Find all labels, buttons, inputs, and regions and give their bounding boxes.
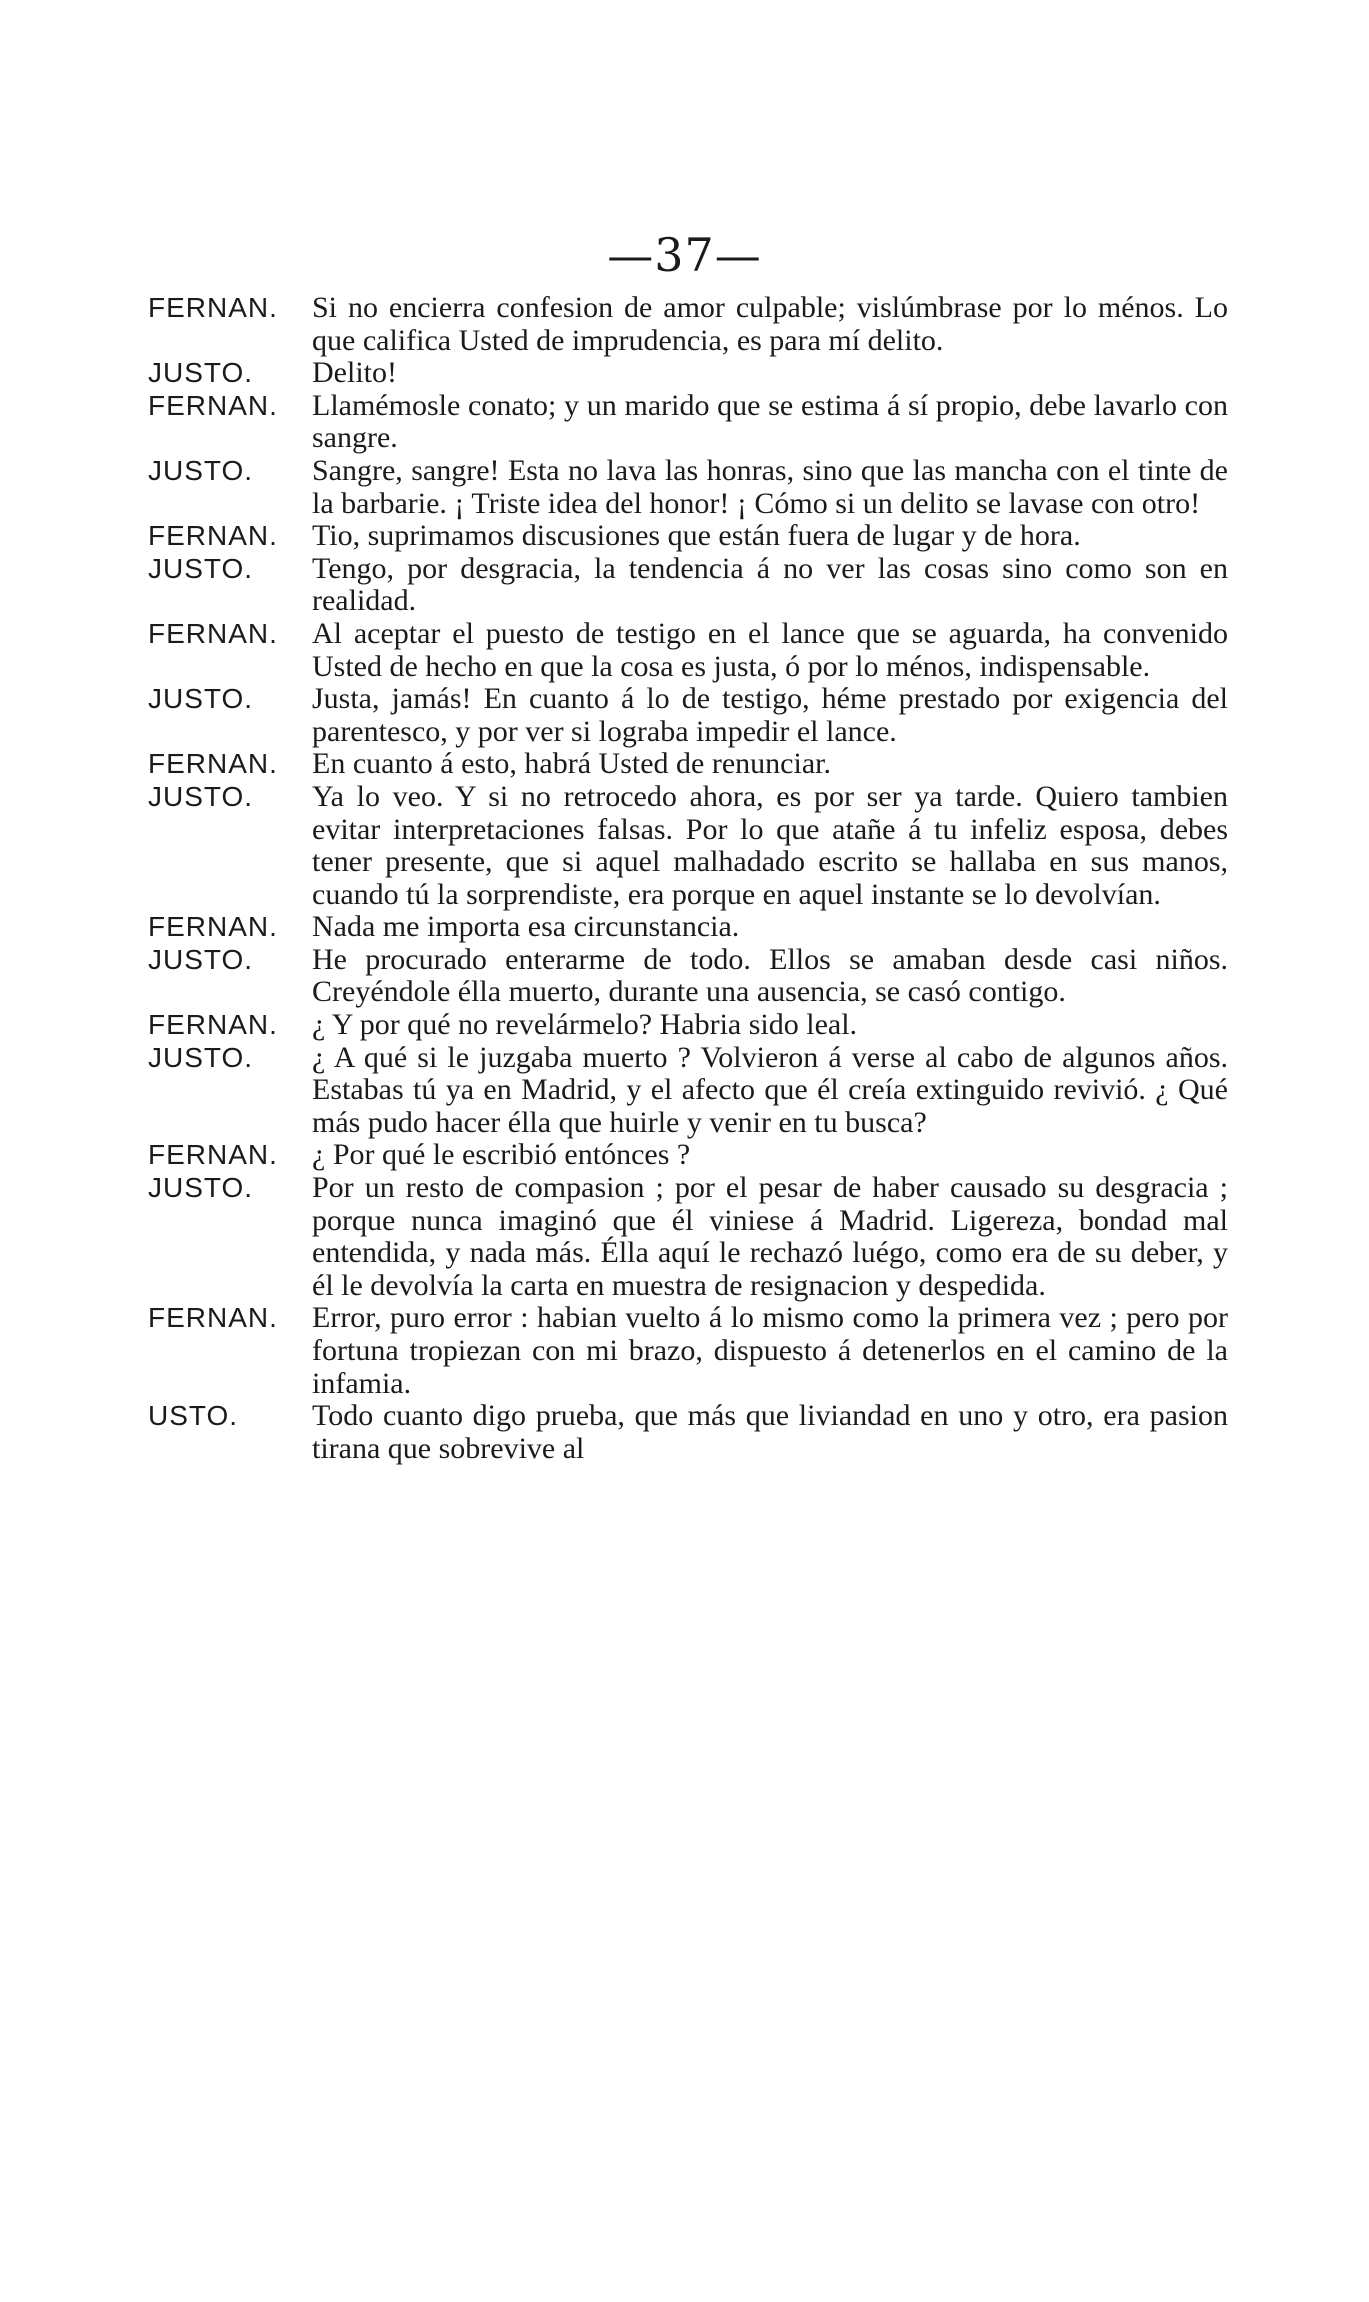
speech-text: Justa, jamás! En cuanto á lo de testigo, héme prestado por exigencia del parentesco, y por ver si lograba impedir el lance. [312, 682, 1228, 748]
dialogue-line [148, 683, 1228, 748]
dialogue-line [148, 455, 1228, 520]
dialogue-line [148, 618, 1228, 683]
speaker-name: JUSTO. [148, 454, 254, 486]
speech-text: Error, puro error : habian vuelto á lo mismo como la primera vez ; pero por fortuna tropiezan con mi brazo, dispuesto á detenerlos en el camino de la infamia. [312, 1301, 1228, 1400]
dialogue-block [148, 292, 1228, 1465]
dialogue-line [148, 748, 1228, 781]
dialogue-line [148, 390, 1228, 455]
speech-text: ¿ Por qué le escribió entónces ? [312, 1138, 691, 1172]
speaker-name: JUSTO. [148, 1172, 254, 1204]
dialogue-line [148, 1172, 1228, 1302]
speech-text: Todo cuanto digo prueba, que más que liviandad en uno y otro, era pasion tirana que sobrevive al [312, 1399, 1228, 1465]
speech-text: Sangre, sangre! Esta no lava las honras, sino que las mancha con el tinte de la barbarie. ¡ Triste idea del honor! ¡ Cómo si un delito se lavase con otro! [312, 453, 1228, 520]
speech-text: Ya lo veo. Y si no retrocedo ahora, es por ser ya tarde. Quiero tambien evitar interpretaciones falsas. Por lo que atañe á tu infeliz esposa, debes tener presente, que si aquel malhadado escrito se hallaba en sus manos, cuando tú la sorprendiste, era porque en aquel instante se lo devolvían. [312, 779, 1228, 911]
dialogue-line [148, 292, 1228, 357]
speech-text: Tengo, por desgracia, la tendencia á no ver las cosas sino como son en realidad. [312, 551, 1228, 618]
dialogue-line [148, 520, 1228, 553]
dialogue-line [148, 1400, 1228, 1465]
dialogue-line [148, 553, 1228, 618]
speaker-name: FERNAN. [148, 1302, 278, 1334]
dialogue-line [148, 1042, 1228, 1140]
speech-text: Tio, suprimamos discusiones que están fuera de lugar y de hora. [312, 519, 1081, 553]
dialogue-line [148, 1009, 1228, 1042]
speaker-name: FERNAN. [148, 292, 278, 323]
dialogue-line [148, 781, 1228, 911]
dialogue-line [148, 1139, 1228, 1172]
speaker-name: FERNAN. [148, 748, 278, 780]
dialogue-line [148, 944, 1228, 1009]
speaker-name: FERNAN. [148, 389, 278, 421]
speech-text: Al aceptar el puesto de testigo en el lance que se aguarda, ha convenido Usted de hecho en que la cosa es justa, ó por lo ménos, indispensable. [312, 616, 1228, 683]
speaker-name: FERNAN. [148, 1009, 278, 1041]
speech-text: Por un resto de compasion ; por el pesar de haber causado su desgracia ; porque nunca imaginó que él viniese á Madrid. Ligereza, bondad mal entendida, y nada más. Élla aquí le rechazó luégo, como era de su deber, y él le devolvía la carta en muestra de resignacion y despedida. [312, 1171, 1228, 1302]
dialogue-line [148, 357, 1228, 390]
speaker-name: JUSTO. [148, 683, 254, 715]
speech-text: Llamémosle conato; y un marido que se estima á sí propio, debe lavarlo con sangre. [312, 388, 1228, 455]
dialogue-line [148, 1302, 1228, 1400]
speaker-name: JUSTO. [148, 1041, 254, 1073]
speaker-name: JUSTO. [148, 552, 254, 584]
speaker-name: JUSTO. [148, 357, 254, 389]
speech-text: ¿ A qué si le juzgaba muerto ? Volvieron á verse al cabo de algunos años. Estabas tú ya en Madrid, y el afecto que él creía extinguido revivió. ¿ Qué más pudo hacer élla que huirle y venir en tu busca? [312, 1040, 1228, 1139]
speaker-name: USTO. [148, 1400, 239, 1432]
speech-text: Si no encierra confesion de amor culpable; vislúmbrase por lo ménos. Lo que califica Usted de imprudencia, es para mí delito. [312, 291, 1228, 357]
dialogue-line [148, 911, 1228, 944]
speaker-name: JUSTO. [148, 780, 254, 812]
speaker-name: FERNAN. [148, 1139, 278, 1171]
page-number: —37— [607, 228, 762, 282]
speech-text: He procurado enterarme de todo. Ellos se amaban desde casi niños. Creyéndole élla muerto, durante una ausencia, se casó contigo. [312, 942, 1228, 1009]
speaker-name: JUSTO. [148, 943, 254, 975]
speech-text: En cuanto á esto, habrá Usted de renunciar. [312, 747, 831, 781]
speech-text: Delito! [312, 356, 397, 390]
speech-text: ¿ Y por qué no revelármelo? Habria sido leal. [312, 1008, 858, 1042]
speech-text: Nada me importa esa circunstancia. [312, 910, 740, 944]
speaker-name: FERNAN. [148, 911, 278, 943]
speaker-name: FERNAN. [148, 520, 278, 552]
speaker-name: FERNAN. [148, 617, 278, 649]
